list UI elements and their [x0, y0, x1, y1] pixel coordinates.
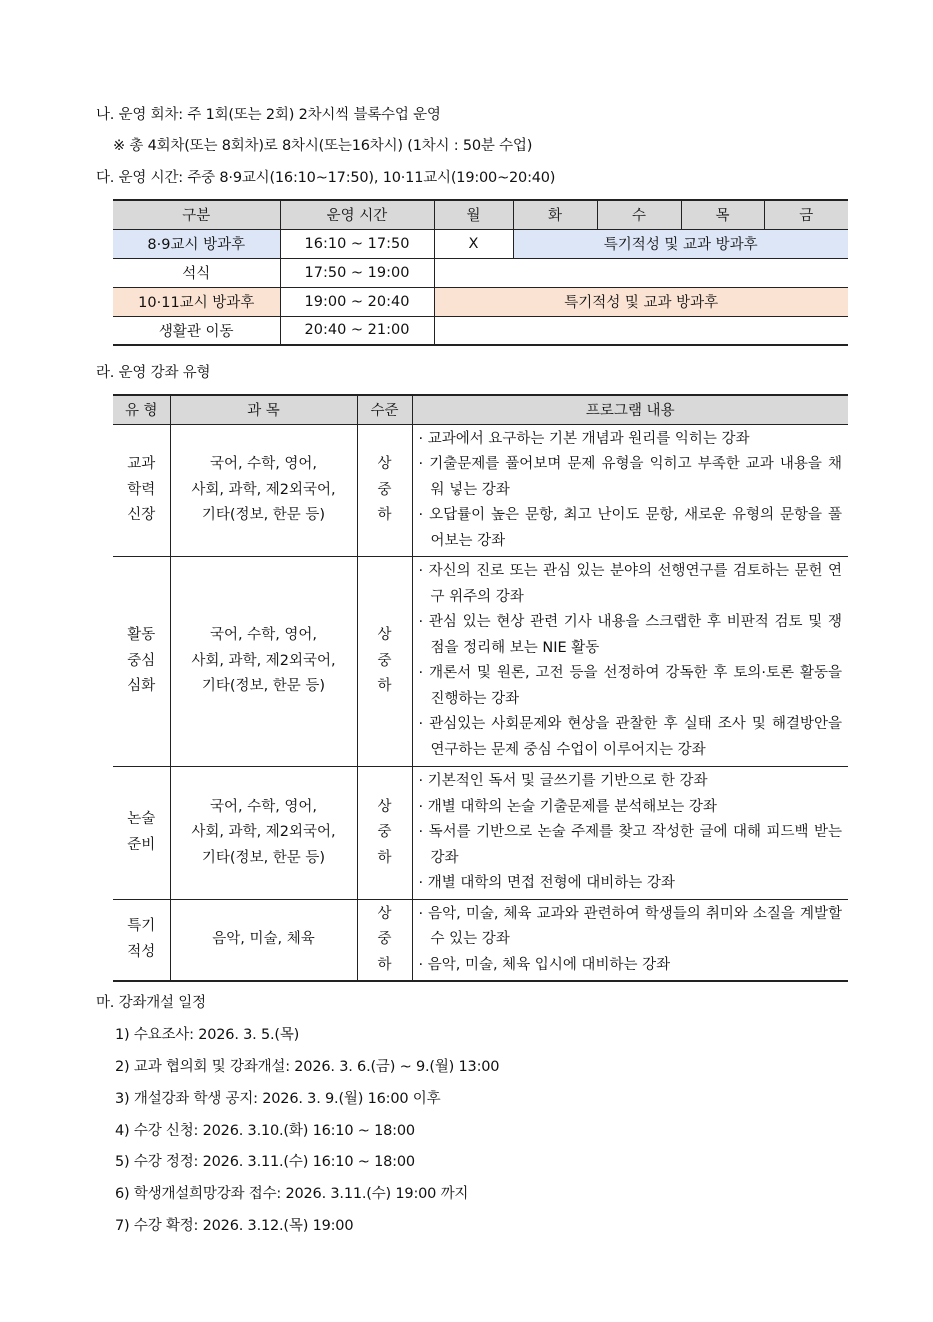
course-table [113, 394, 848, 982]
program-item: · 관심있는 사회문제와 현상을 관찰한 후 실태 조사 및 해결방안을 연구하는 문제 중심 수업이 이루어지는 강좌 [418, 716, 842, 758]
course-header-cell: 과 목 [170, 395, 357, 424]
course-level: 상 중 하 [357, 899, 412, 981]
course-type: 특기 적성 [113, 899, 170, 981]
schedule-header-cell: 수 [597, 200, 681, 229]
program-item: · 음악, 미술, 체육 입시에 대비하는 강좌 [418, 956, 671, 973]
schedule-header-cell: 금 [764, 200, 848, 229]
course-type: 논술 준비 [113, 767, 170, 900]
course-subjects: 국어, 수학, 영어, 사회, 과학, 제2외국어, 기타(정보, 한문 등) [170, 557, 357, 767]
section-na-note: ※ 총 4회차(또는 8회차)로 8차시(또는16차시) (1차시 : 50분 수업) [113, 138, 533, 154]
schedule-program [434, 316, 848, 345]
schedule-label: 10·11교시 방과후 [113, 287, 280, 316]
course-subjects: 국어, 수학, 영어, 사회, 과학, 제2외국어, 기타(정보, 한문 등) [170, 424, 357, 557]
course-header-cell: 유 형 [113, 395, 170, 424]
course-program [412, 557, 848, 767]
schedule-item: 1) 수요조사: 2026. 3. 5.(목) [115, 1027, 300, 1043]
program-item: · 개별 대학의 면접 전형에 대비하는 강좌 [418, 875, 675, 891]
course-level: 상 중 하 [357, 767, 412, 900]
schedule-item: 6) 학생개설희망강좌 접수: 2026. 3.11.(수) 19:00 까지 [115, 1186, 469, 1202]
schedule-item: 7) 수강 확정: 2026. 3.12.(목) 19:00 [115, 1218, 354, 1234]
schedule-time: 19:00 ~ 20:40 [280, 287, 434, 316]
program-item: · 음악, 미술, 체육 교과와 관련하여 학생들의 취미와 소질을 계발할 수 있는 강좌 [418, 905, 842, 947]
course-row [113, 557, 848, 767]
program-item: · 기본적인 독서 및 글쓰기를 기반으로 한 강좌 [418, 773, 708, 789]
schedule-program [434, 258, 848, 287]
course-level: 상 중 하 [357, 557, 412, 767]
schedule-header-cell: 운영 시간 [280, 200, 434, 229]
course-header-cell: 수준 [357, 395, 412, 424]
schedule-row [113, 229, 848, 258]
schedule-label: 생활관 이동 [113, 316, 280, 345]
schedule-header-row [113, 200, 848, 229]
schedule-item: 3) 개설강좌 학생 공지: 2026. 3. 9.(월) 16:00 이후 [115, 1091, 441, 1107]
section-ma-title: 마. 강좌개설 일정 [96, 995, 206, 1011]
program-item: · 기출문제를 풀어보며 문제 유형을 익히고 부족한 교과 내용을 채워 넣는 강좌 [418, 456, 842, 498]
section-ra-title: 라. 운영 강좌 유형 [96, 365, 211, 381]
course-row [113, 424, 848, 557]
course-program [412, 767, 848, 900]
schedule-time: 20:40 ~ 21:00 [280, 316, 434, 345]
schedule-row [113, 316, 848, 345]
section-da-title: 다. 운영 시간: 주중 8·9교시(16:10~17:50), 10·11교시(19:00~20:40) [96, 170, 556, 186]
schedule-row [113, 258, 848, 287]
schedule-row [113, 287, 848, 316]
course-row [113, 899, 848, 981]
schedule-table [113, 199, 848, 346]
schedule-program: 특기적성 및 교과 방과후 [434, 287, 848, 316]
schedule-header-cell: 화 [513, 200, 597, 229]
schedule-label: 8·9교시 방과후 [113, 229, 280, 258]
schedule-header-cell: 월 [434, 200, 513, 229]
schedule-label: 석식 [113, 258, 280, 287]
section-na-title: 나. 운영 회차: 주 1회(또는 2회) 2차시씩 블록수업 운영 [96, 107, 441, 123]
program-item: · 독서를 기반으로 논술 주제를 찾고 작성한 글에 대해 피드백 받는 강좌 [418, 824, 843, 866]
program-item: · 개론서 및 원론, 고전 등을 선정하여 강독한 후 토의·토론 활동을 진행하는 강좌 [418, 665, 843, 707]
course-program [412, 899, 848, 981]
program-item: · 자신의 진로 또는 관심 있는 분야의 선행연구를 검토하는 문헌 연구 위주의 강좌 [418, 563, 843, 605]
schedule-item: 5) 수강 정정: 2026. 3.11.(수) 16:10 ~ 18:00 [115, 1154, 415, 1170]
program-item: · 오답률이 높은 문항, 최고 난이도 문항, 새로운 유형의 문항을 풀어보는 강좌 [418, 507, 843, 549]
program-item: · 관심 있는 현상 관련 기사 내용을 스크랩한 후 비판적 검토 및 쟁점을 정리해 보는 NIE 활동 [418, 614, 843, 656]
schedule-item: 2) 교과 협의회 및 강좌개설: 2026. 3. 6.(금) ~ 9.(월) 13:00 [115, 1059, 500, 1075]
course-header-row [113, 395, 848, 424]
course-program [412, 424, 848, 557]
schedule-item: 4) 수강 신청: 2026. 3.10.(화) 16:10 ~ 18:00 [115, 1123, 415, 1139]
schedule-time: 17:50 ~ 19:00 [280, 258, 434, 287]
course-type: 활동 중심 심화 [113, 557, 170, 767]
program-item: · 교과에서 요구하는 기본 개념과 원리를 익히는 강좌 [418, 430, 750, 447]
schedule-program: 특기적성 및 교과 방과후 [513, 229, 848, 258]
program-item: · 개별 대학의 논술 기출문제를 분석해보는 강좌 [418, 798, 717, 815]
course-subjects: 음악, 미술, 체육 [170, 899, 357, 981]
schedule-header-cell: 구분 [113, 200, 280, 229]
schedule-time: 16:10 ~ 17:50 [280, 229, 434, 258]
course-type: 교과 학력 신장 [113, 424, 170, 557]
course-subjects: 국어, 수학, 영어, 사회, 과학, 제2외국어, 기타(정보, 한문 등) [170, 767, 357, 900]
schedule-monday: X [434, 229, 513, 258]
course-header-cell: 프로그램 내용 [412, 395, 848, 424]
schedule-header-cell: 목 [681, 200, 764, 229]
course-level: 상 중 하 [357, 424, 412, 557]
course-row [113, 767, 848, 900]
